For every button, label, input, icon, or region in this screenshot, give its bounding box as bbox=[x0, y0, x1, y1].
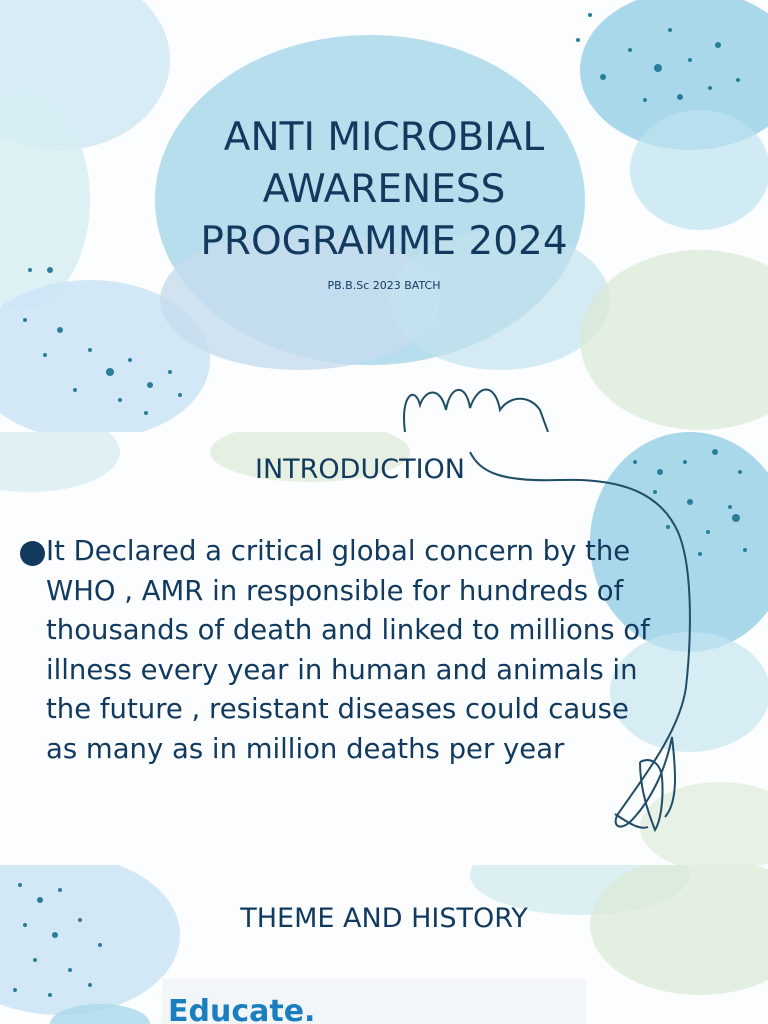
educate-image-text: Educate. bbox=[168, 994, 316, 1024]
title-line-2: AWARENESS bbox=[262, 167, 506, 212]
title-slide bbox=[0, 0, 768, 432]
introduction-slide bbox=[0, 432, 768, 865]
hand-outline-top bbox=[404, 390, 548, 433]
intro-bullet bbox=[20, 532, 650, 769]
educate-image bbox=[162, 978, 586, 1024]
intro-bullet-text: It Declared a critical global concern by the WHO , AMR in responsible for hundreds of thousands of death and linked to millions of illness every year in human and animals in the future , resistant diseases could cause as many as in million deaths per year bbox=[46, 535, 650, 765]
theme-history-slide bbox=[0, 865, 768, 1024]
theme-history-heading: THEME AND HISTORY bbox=[240, 903, 528, 934]
filled-circle-bullet-icon bbox=[20, 541, 45, 566]
slide-subtitle: PB.B.Sc 2023 BATCH bbox=[327, 279, 441, 292]
title-line-3: PROGRAMME 2024 bbox=[200, 219, 568, 264]
introduction-heading: INTRODUCTION bbox=[255, 454, 465, 485]
title-line-1: ANTI MICROBIAL bbox=[223, 115, 545, 160]
slide-title bbox=[84, 112, 684, 268]
